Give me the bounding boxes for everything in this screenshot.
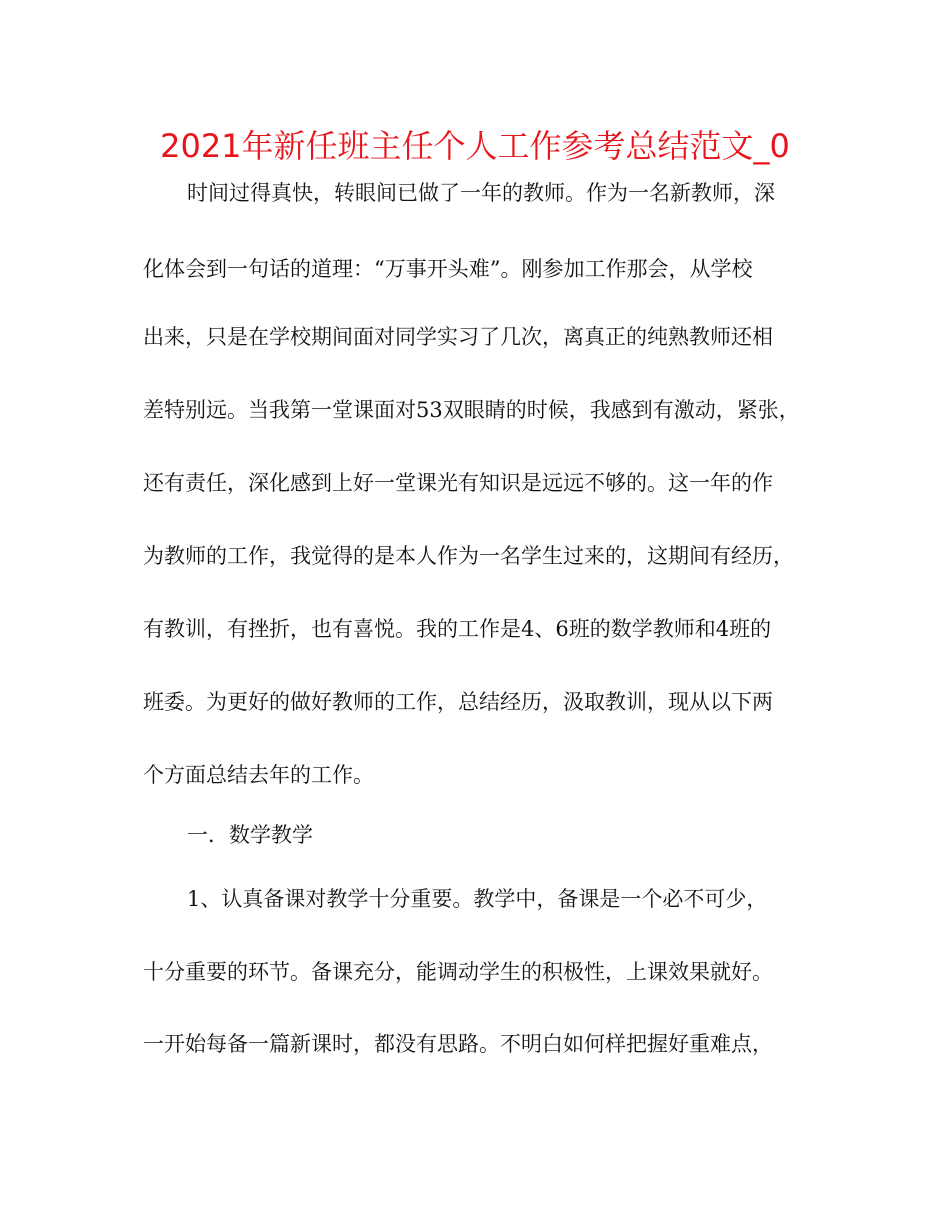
section-heading: 一．数学教学: [187, 823, 313, 847]
paragraph-line: 出来，只是在学校期间面对同学实习了几次，离真正的纯熟教师还相: [143, 325, 773, 349]
paragraph-line: 差特别远。当我第一堂课面对53双眼睛的时候，我感到有激动，紧张，: [143, 398, 800, 422]
paragraph-line: 一开始每备一篇新课时，都没有思路。不明白如何样把握好重难点，: [143, 1032, 773, 1056]
paragraph-line: 个方面总结去年的工作。: [143, 763, 374, 787]
paragraph-line: 班委。为更好的做好教师的工作，总结经历，汲取教训，现从以下两: [143, 690, 773, 714]
paragraph-line: 1、认真备课对教学十分重要。教学中，备课是一个必不可少，: [187, 887, 768, 911]
document-title: 2021年新任班主任个人工作参考总结范文_0: [160, 127, 790, 165]
paragraph-line: 为教师的工作，我觉得的是本人作为一名学生过来的，这期间有经历，: [143, 544, 794, 568]
paragraph-line: 十分重要的环节。备课充分，能调动学生的积极性，上课效果就好。: [143, 960, 773, 984]
paragraph-line: 化体会到一句话的道理：“万事开头难”。刚参加工作那会，从学校: [143, 257, 753, 281]
paragraph-line: 时间过得真快，转眼间已做了一年的教师。作为一名新教师，深: [187, 181, 775, 205]
paragraph-line: 有教训，有挫折，也有喜悦。我的工作是4、6班的数学教师和4班的: [143, 617, 772, 641]
paragraph-line: 还有责任，深化感到上好一堂课光有知识是远远不够的。这一年的作: [143, 471, 773, 495]
